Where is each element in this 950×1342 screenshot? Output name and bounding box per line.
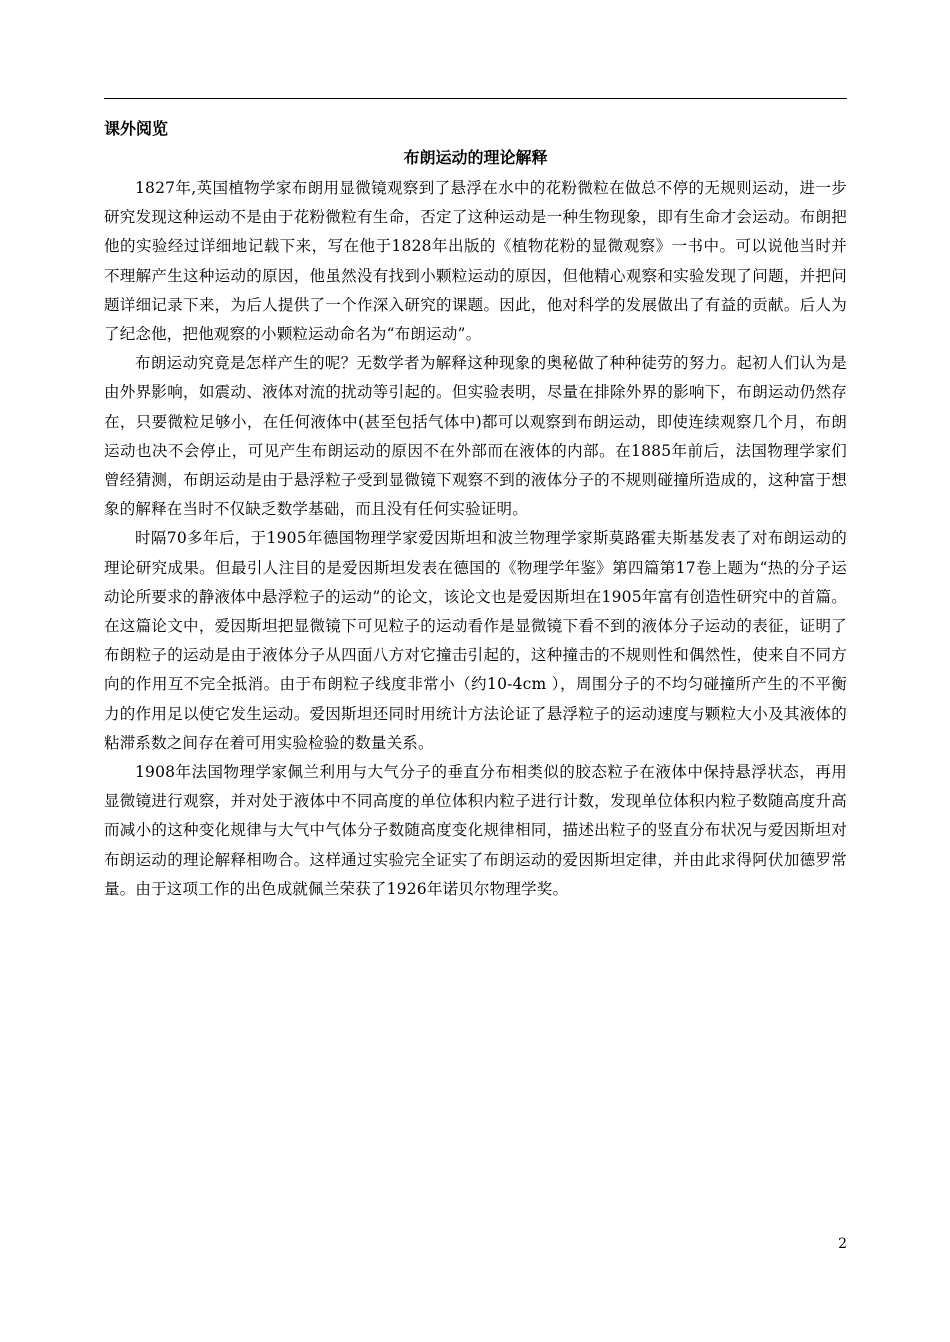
- article-body: [104, 174, 847, 904]
- paragraph: 1908年法国物理学家佩兰利用与大气分子的垂直分布相类似的胶态粒子在液体中保持悬浮状态，再用显微镜进行观察，并对处于液体中不同高度的单位体积内粒子进行计数，发现单位体积内粒子数随高度升高而减小的这种变化规律与大气中气体分子数随高度变化规律相同，描述出粒子的竖直分布状况与爱因斯坦对布朗运动的理论解释相吻合。这样通过实验完全证实了布朗运动的爱因斯坦定律，并由此求得阿伏加德罗常量。由于这项工作的出色成就佩兰荣获了1926年诺贝尔物理学奖。: [104, 763, 847, 898]
- paragraph: 布朗运动究竟是怎样产生的呢？无数学者为解释这种现象的奥秘做了种种徒劳的努力。起初人们认为是由外界影响，如震动、液体对流的扰动等引起的。但实验表明，尽量在排除外界的影响下，布朗运动仍然存在，只要微粒足够小，在任何液体中(甚至包括气体中)都可以观察到布朗运动，即使连续观察几个月，布朗运动也决不会停止，可见产生布朗运动的原因不在外部而在液体的内部。在1885年前后，法国物理学家们曾经猜测，布朗运动是由于悬浮粒子受到显微镜下观察不到的液体分子的不规则碰撞所造成的，这种富于想象的解释在当时不仅缺乏数学基础，而且没有任何实验证明。: [104, 354, 847, 519]
- section-label: 课外阅览: [104, 119, 169, 138]
- paragraph: 时隔70多年后，于1905年德国物理学家爱因斯坦和波兰物理学家斯莫路霍夫斯基发表了对布朗运动的理论研究成果。但最引人注目的是爱因斯坦发表在德国的《物理学年鉴》第四篇第17卷上题为“热的分子运动论所要求的静液体中悬浮粒子的运动”的论文，该论文也是爱因斯坦在1905年富有创造性研究中的首篇。在这篇论文中，爱因斯坦把显微镜下可见粒子的运动看作是显微镜下看不到的液体分子运动的表征，证明了布朗粒子的运动是由于液体分子从四面八方对它撞击引起的，这种撞击的不规则性和偶然性，使来自不同方向的作用互不完全抵消。由于布朗粒子线度非常小（约10-4cm ），周围分子的不均匀碰撞所产生的不平衡力的作用足以使它发生运动。爱因斯坦还同时用统计方法论证了悬浮粒子的运动速度与颗粒大小及其液体的粘滞系数之间存在着可用实验检验的数量关系。: [104, 529, 847, 752]
- article-title: 布朗运动的理论解释: [403, 148, 548, 167]
- page-number: 2: [838, 1236, 847, 1252]
- paragraph: 1827年,英国植物学家布朗用显微镜观察到了悬浮在水中的花粉微粒在做总不停的无规则运动，进一步研究发现这种运动不是由于花粉微粒有生命，否定了这种运动是一种生物现象，即有生命才会运动。布朗把他的实验经过详细地记载下来，写在他于1828年出版的《植物花粉的显微观察》一书中。可以说他当时并不理解产生这种运动的原因，他虽然没有找到小颗粒运动的原因，但他精心观察和实验发现了问题，并把问题详细记录下来，为后人提供了一个作深入研究的课题。因此，他对科学的发展做出了有益的贡献。后人为了纪念他，把他观察的小颗粒运动命名为“布朗运动”。: [104, 179, 847, 344]
- header-rule: [104, 98, 847, 99]
